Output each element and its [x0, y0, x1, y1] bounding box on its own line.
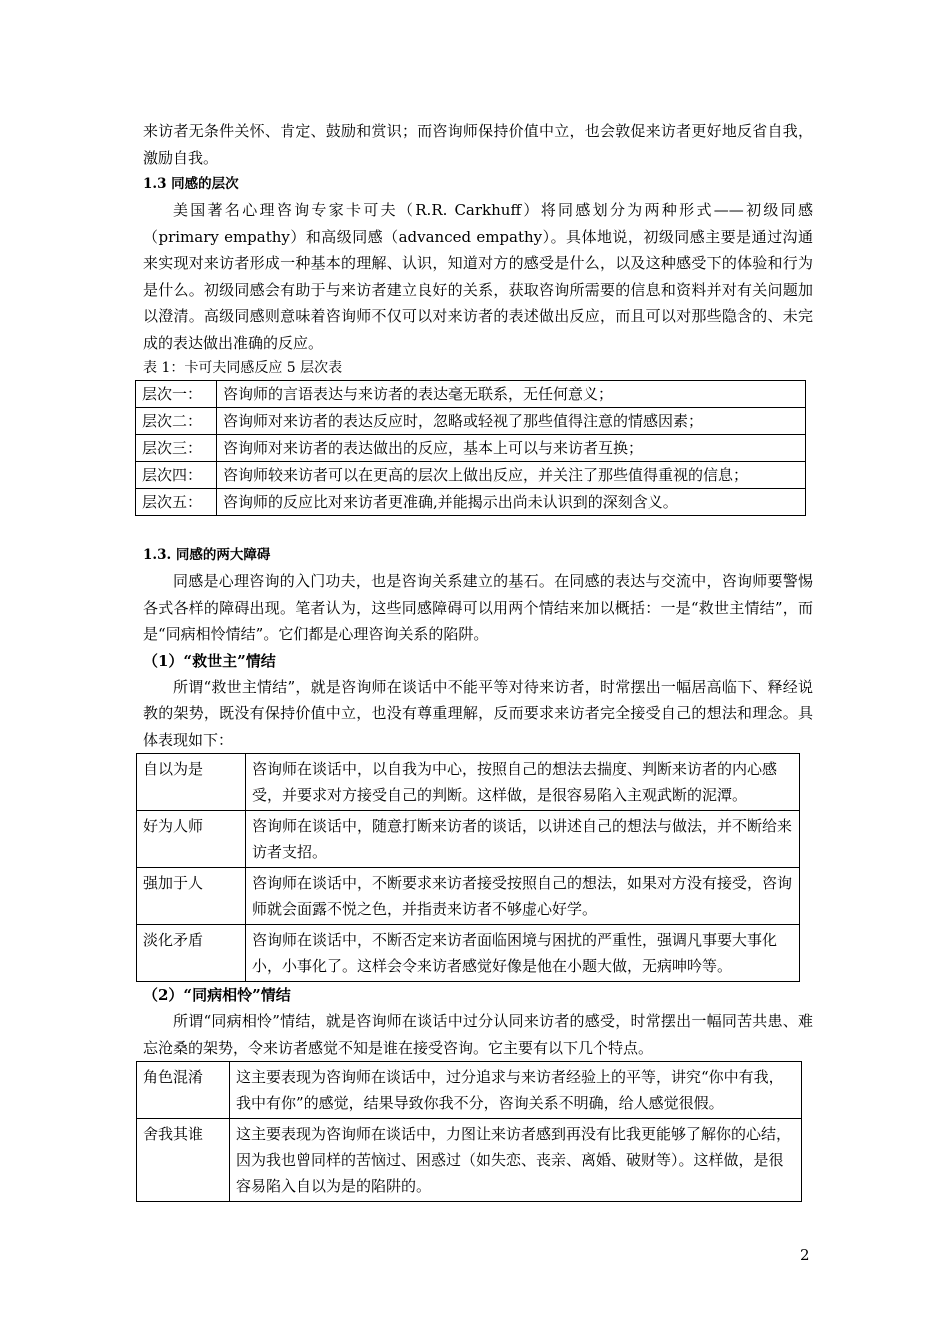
level-row-label: 层次一： — [136, 381, 217, 408]
savior-row-description: 咨询师在谈话中，以自我为中心，按照自己的想法去揣度、判断来访者的内心感受，并要求对方接受自己的判断。这样做，是很容易陷入主观武断的泥潭。 — [246, 754, 800, 811]
section-heading-1-3: 1.3 同感的层次 — [143, 176, 239, 192]
savior-row — [137, 925, 800, 982]
carkhuff-levels-table — [135, 380, 806, 516]
level-row-description: 咨询师的反应比对来访者更准确,并能揭示出尚未认识到的深刻含义。 — [217, 489, 806, 516]
sympathy-complex-paragraph: 所谓“同病相怜”情结，就是咨询师在谈话中过分认同来访者的感受，时常摆出一幅同苦共患、难忘沧桑的架势，令来访者感觉不知是谁在接受咨询。它主要有以下几个特点。 — [143, 1012, 813, 1057]
savior-row — [137, 811, 800, 868]
subheading-sympathy-complex: （2）“同病相怜”情结 — [143, 986, 291, 1004]
savior-row-description: 咨询师在谈话中，不断要求来访者接受按照自己的想法，如果对方没有接受，咨询师就会面露不悦之色，并指责来访者不够虚心好学。 — [246, 868, 800, 925]
level-row-description: 咨询师较来访者可以在更高的层次上做出反应，并关注了那些值得重视的信息； — [217, 462, 806, 489]
savior-row-label: 强加于人 — [137, 868, 246, 925]
savior-row-label: 淡化矛盾 — [137, 925, 246, 982]
level-row-description: 咨询师的言语表达与来访者的表达毫无联系，无任何意义； — [217, 381, 806, 408]
savior-row-label: 好为人师 — [137, 811, 246, 868]
document-page — [143, 118, 813, 1202]
subheading-savior-complex: （1）“救世主”情结 — [143, 651, 276, 670]
level-row — [136, 462, 806, 489]
sympathy-row-label: 角色混淆 — [137, 1062, 230, 1119]
savior-complex-paragraph: 所谓“救世主情结”，就是咨询师在谈话中不能平等对待来访者，时常摆出一幅居高临下、释经说教的架势，既没有保持价值中立，也没有尊重理解，反而要求来访者完全接受自己的想法和理念。具体表现如下： — [143, 677, 813, 749]
obstacles-paragraph: 同感是心理咨询的入门功夫，也是咨询关系建立的基石。在同感的表达与交流中，咨询师要警惕各式各样的障碍出现。笔者认为，这些同感障碍可以用两个情结来加以概括：一是“救世主情结”，而是“同病相怜情结”。它们都是心理咨询关系的陷阱。 — [143, 572, 813, 643]
level-row-description: 咨询师对来访者的表达反应时，忽略或轻视了那些值得注意的情感因素； — [217, 408, 806, 435]
savior-row-description: 咨询师在谈话中，不断否定来访者面临困境与困扰的严重性，强调凡事要大事化小，小事化了。这样会令来访者感觉好像是他在小题大做，无病呻吟等。 — [246, 925, 800, 982]
sympathy-complex-table — [136, 1061, 802, 1202]
level-row-label: 层次三： — [136, 435, 217, 462]
section-heading-obstacles: 1.3. 同感的两大障碍 — [143, 547, 271, 563]
sympathy-row — [137, 1062, 802, 1119]
level-row-label: 层次四： — [136, 462, 217, 489]
savior-row — [137, 754, 800, 811]
level-row-description: 咨询师对来访者的表达做出的反应，基本上可以与来访者互换； — [217, 435, 806, 462]
sympathy-row — [137, 1119, 802, 1202]
level-row — [136, 435, 806, 462]
sympathy-row-description: 这主要表现为咨询师在谈话中，过分追求与来访者经验上的平等，讲究“你中有我，我中有你”的感觉，结果导致你我不分，咨询关系不明确，给人感觉很假。 — [230, 1062, 802, 1119]
level-row-label: 层次二： — [136, 408, 217, 435]
savior-row — [137, 868, 800, 925]
level-row-label: 层次五： — [136, 489, 217, 516]
page-number: 2 — [800, 1246, 810, 1264]
level-row — [136, 381, 806, 408]
level-row — [136, 408, 806, 435]
savior-row-description: 咨询师在谈话中，随意打断来访者的谈话，以讲述自己的想法与做法，并不断给来访者支招。 — [246, 811, 800, 868]
savior-row-label: 自以为是 — [137, 754, 246, 811]
intro-paragraph: 来访者无条件关怀、肯定、鼓励和赏识；而咨询师保持价值中立，也会敦促来访者更好地反省自我，激励自我。 — [143, 122, 813, 167]
savior-complex-table — [136, 753, 800, 982]
table1-caption: 表 1：卡可夫同感反应 5 层次表 — [143, 360, 343, 376]
sympathy-row-description: 这主要表现为咨询师在谈话中，力图让来访者感到再没有比我更能够了解你的心结，因为我也曾同样的苦恼过、困惑过（如失恋、丧亲、离婚、破财等）。这样做，是很容易陷入自以为是的陷阱的。 — [230, 1119, 802, 1202]
section-1-3-paragraph: 美国著名心理咨询专家卡可夫（R.R. Carkhuff）将同感划分为两种形式——初级同感（primary empathy）和高级同感（advanced empathy）。具体地说，初级同感主要是通过沟通来实现对来访者形成一种基本的理解、认识，知道对方的感受是什么，以及这种感受下的体验和行为是什么。初级同感会有助于与来访者建立良好的关系，获取咨询所需要的信息和资料并对有关问题加以澄清。高级同感则意味着咨询师不仅可以对来访者的表述做出反应，而且可以对那些隐含的、未完成的表达做出准确的反应。 — [143, 201, 813, 352]
level-row — [136, 489, 806, 516]
sympathy-row-label: 舍我其谁 — [137, 1119, 230, 1202]
